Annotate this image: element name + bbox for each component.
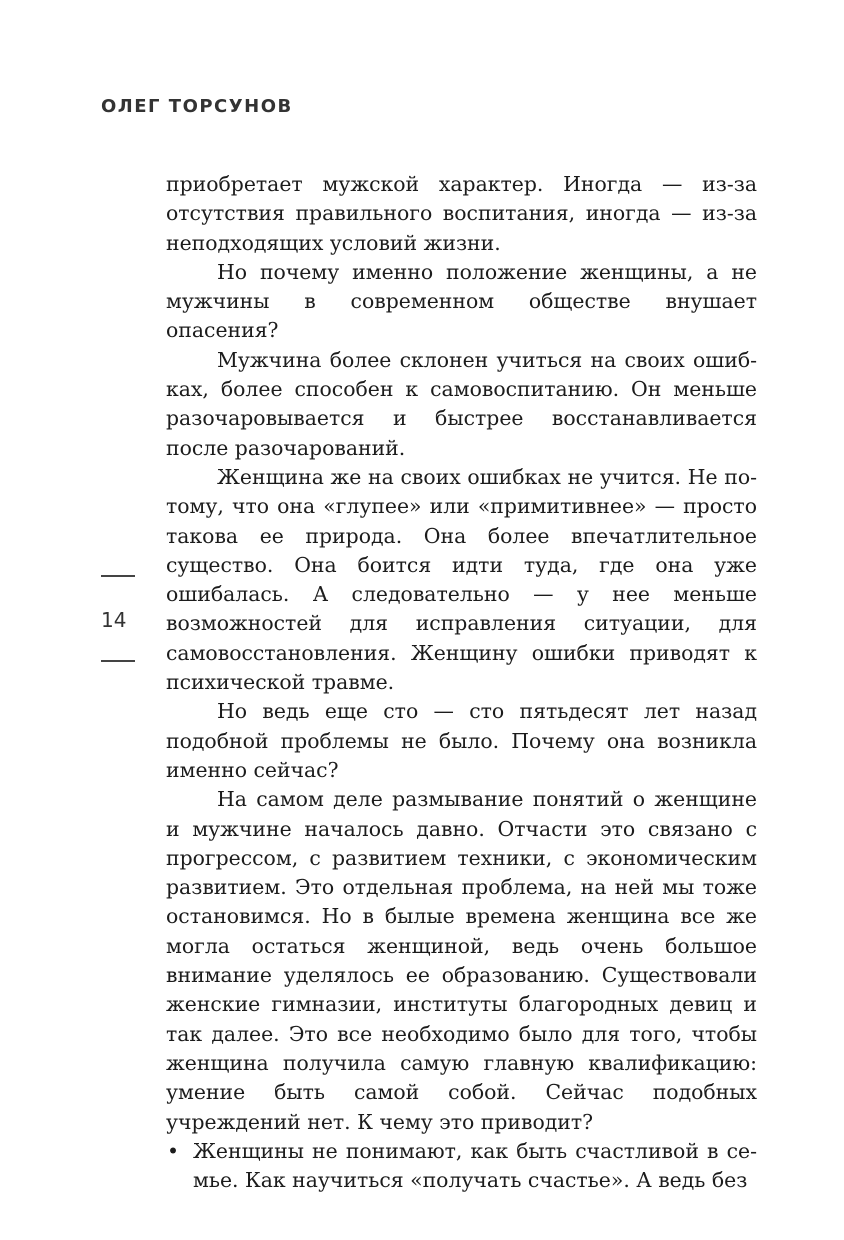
- paragraph: Но почему именно положение женщины, а не мужчины в современном обществе внушает опасения?: [166, 259, 757, 343]
- paragraph: Но ведь еще сто — сто пятьдесят лет назад подобной проблемы не было. Почему она возникла именно сейчас?: [166, 699, 757, 782]
- list-item: [166, 1137, 757, 1196]
- page-number: 14: [101, 608, 127, 632]
- folio-rule-top: [101, 575, 135, 577]
- bullet-text: Женщины не понимают, как быть счастливой в семье. Как научиться «получать счастье». А ведь без: [193, 1138, 757, 1193]
- running-head-author: ОЛЕГ ТОРСУНОВ: [101, 96, 293, 117]
- folio-rule-bottom: [101, 660, 135, 662]
- body-text: [166, 170, 757, 1195]
- paragraph: Женщина же на своих ошибках не учится. Не потому, что она «глупее» или «примитивнее» — просто такова ее природа. Она более впечатлительное существо. Она боится идти туда, где она уже ошибалась. А следовательно — у нее меньше возможностей для исправления ситуации, для самовосстановления. Женщину ошибки приводят к психической травме.: [166, 464, 757, 695]
- bullet-list: [166, 1137, 757, 1196]
- paragraph-continued: приобретает мужской характер. Иногда — из-за отсутствия правильного воспитания, иногда — из-за неподходящих условий жизни.: [166, 172, 757, 255]
- bullet-icon: •: [167, 1138, 180, 1163]
- paragraph: Мужчина более склонен учиться на своих ошибках, более способен к самовоспитанию. Он меньше разочаровывается и быстрее восстанавливается после разочарований.: [166, 347, 757, 460]
- paragraph: На самом деле размывание понятий о женщине и мужчине началось давно. Отчасти это связано с прогрессом, с развитием техники, с экономическим развитием. Это отдельная проблема, на ней мы тоже остановимся. Но в былые времена женщина все же могла остаться женщиной, ведь очень большое внимание уделялось ее образованию. Существовали женские гимназии, институты благородных девиц и так далее. Это все необходимо было для того, чтобы женщина получила самую главную квалификацию: умение быть самой собой. Сейчас подобных учреждений нет. К чему это приводит?: [166, 787, 757, 1134]
